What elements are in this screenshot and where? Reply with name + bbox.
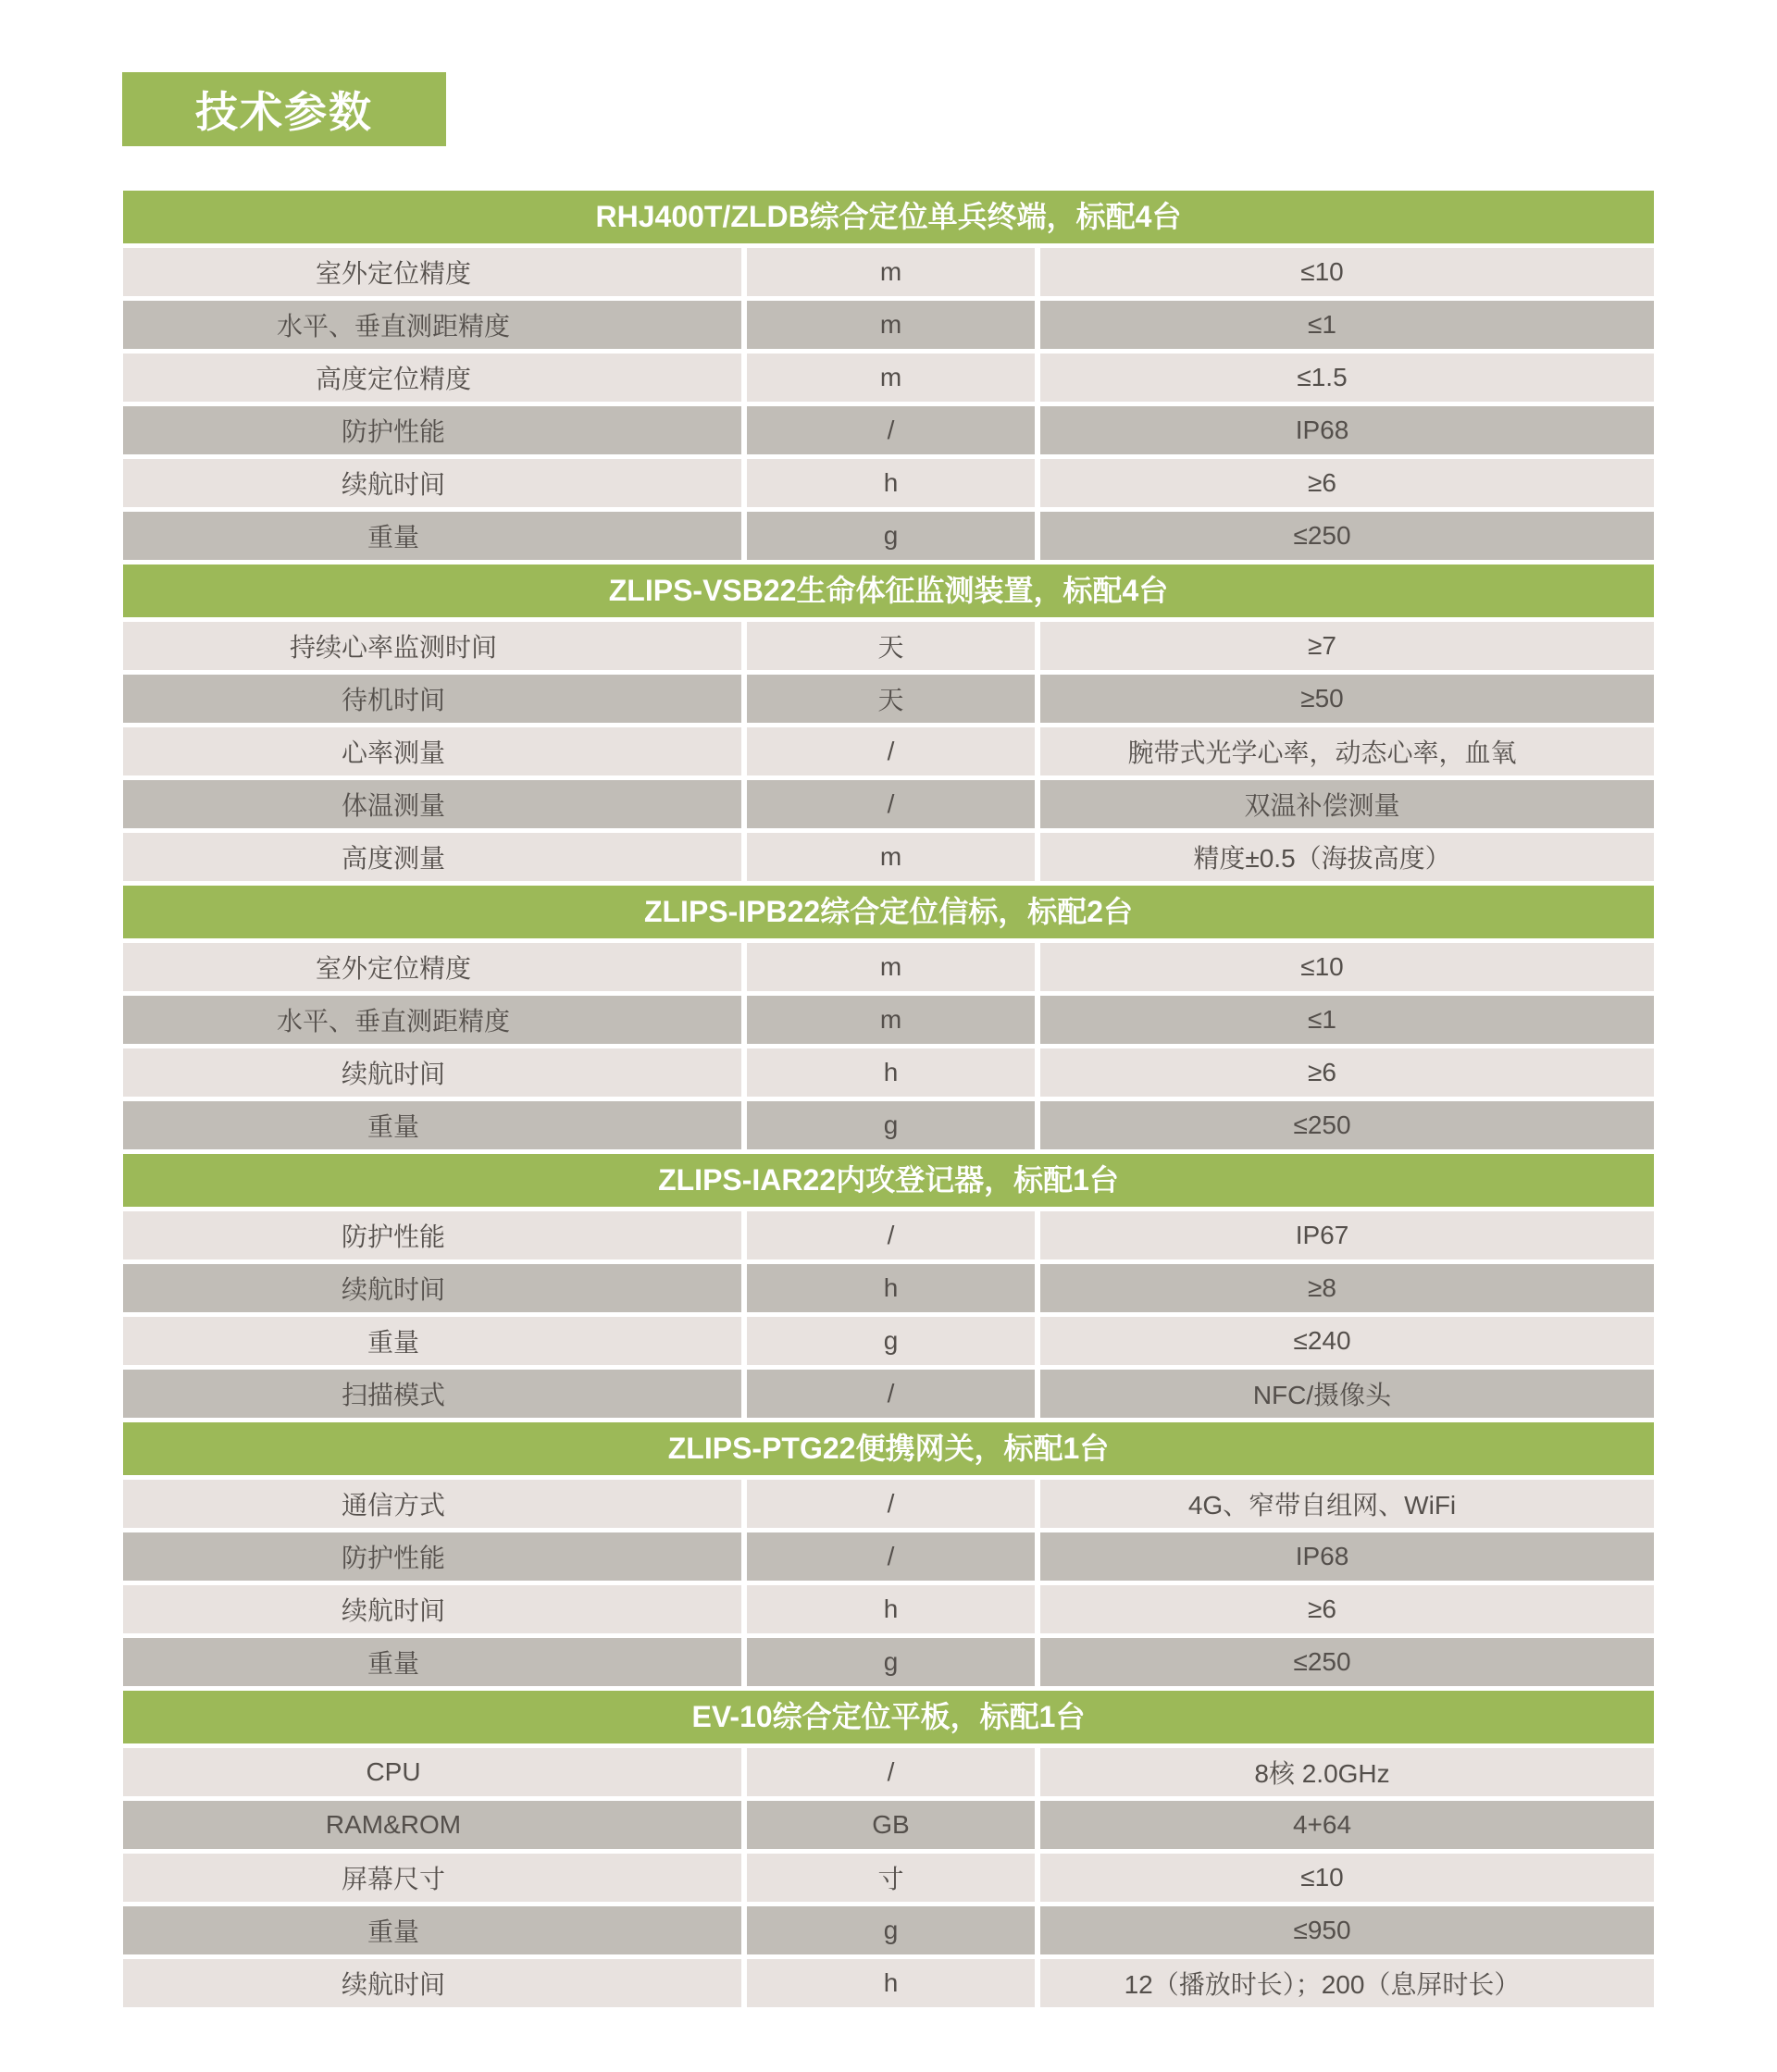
table-row: [123, 1801, 1654, 1849]
spec-value: ≤240: [1040, 1317, 1654, 1365]
spec-value: ≤10: [1040, 1854, 1654, 1902]
spec-value: ≤250: [1040, 512, 1654, 560]
spec-value: 4+64: [1040, 1801, 1654, 1849]
spec-label: 水平、垂直测距精度: [123, 996, 741, 1044]
spec-unit: h: [747, 1959, 1035, 2007]
section-header: ZLIPS-PTG22便携网关，标配1台: [123, 1422, 1654, 1475]
spec-unit: 天: [747, 622, 1035, 670]
spec-value: ≥6: [1040, 1048, 1654, 1097]
spec-label: 防护性能: [123, 406, 741, 454]
table-row: [123, 833, 1654, 881]
table-row: [123, 1959, 1654, 2007]
table-row: [123, 354, 1654, 402]
spec-unit: m: [747, 833, 1035, 881]
spec-value: NFC/摄像头: [1040, 1370, 1654, 1418]
spec-unit: /: [747, 780, 1035, 828]
table-row: [123, 1638, 1654, 1686]
spec-value: ≤10: [1040, 248, 1654, 296]
spec-unit: 天: [747, 675, 1035, 723]
spec-unit: m: [747, 996, 1035, 1044]
table-row: [123, 1101, 1654, 1149]
section-header: ZLIPS-IAR22内攻登记器，标配1台: [123, 1154, 1654, 1207]
spec-unit: h: [747, 459, 1035, 507]
spec-value: 腕带式光学心率，动态心率，血氧: [1040, 727, 1654, 775]
spec-value: ≤1: [1040, 996, 1654, 1044]
spec-unit: g: [747, 512, 1035, 560]
spec-label: 通信方式: [123, 1480, 741, 1528]
section-header: EV-10综合定位平板，标配1台: [123, 1691, 1654, 1743]
spec-label: 续航时间: [123, 1585, 741, 1633]
spec-value: ≤950: [1040, 1906, 1654, 1954]
spec-value: ≥50: [1040, 675, 1654, 723]
table-row: [123, 1264, 1654, 1312]
table-row: [123, 1370, 1654, 1418]
spec-value: ≤250: [1040, 1101, 1654, 1149]
spec-value: ≤1: [1040, 301, 1654, 349]
table-row: [123, 1211, 1654, 1259]
spec-value: IP67: [1040, 1211, 1654, 1259]
spec-value: ≥6: [1040, 1585, 1654, 1633]
spec-label: 高度定位精度: [123, 354, 741, 402]
table-row: [123, 780, 1654, 828]
spec-unit: 寸: [747, 1854, 1035, 1902]
spec-label: 重量: [123, 512, 741, 560]
spec-label: RAM&ROM: [123, 1801, 741, 1849]
spec-label: 待机时间: [123, 675, 741, 723]
spec-label: 室外定位精度: [123, 248, 741, 296]
spec-value: 4G、窄带自组网、WiFi: [1040, 1480, 1654, 1528]
table-row: [123, 1854, 1654, 1902]
spec-label: 重量: [123, 1317, 741, 1365]
page-title-box: [122, 72, 446, 146]
table-row: [123, 1480, 1654, 1528]
spec-unit: /: [747, 1370, 1035, 1418]
spec-unit: /: [747, 406, 1035, 454]
section-header: RHJ400T/ZLDB综合定位单兵终端，标配4台: [123, 191, 1654, 243]
table-row: [123, 1048, 1654, 1097]
spec-table: [123, 191, 1654, 2012]
spec-label: 高度测量: [123, 833, 741, 881]
section-header: ZLIPS-IPB22综合定位信标，标配2台: [123, 886, 1654, 938]
spec-unit: h: [747, 1048, 1035, 1097]
spec-label: 续航时间: [123, 1264, 741, 1312]
spec-value: 双温补偿测量: [1040, 780, 1654, 828]
spec-label: 续航时间: [123, 459, 741, 507]
spec-value: 8核 2.0GHz: [1040, 1748, 1654, 1796]
spec-value: IP68: [1040, 1532, 1654, 1581]
spec-unit: m: [747, 943, 1035, 991]
spec-value: ≥7: [1040, 622, 1654, 670]
table-row: [123, 622, 1654, 670]
spec-label: 防护性能: [123, 1532, 741, 1581]
spec-label: 心率测量: [123, 727, 741, 775]
table-row: [123, 248, 1654, 296]
spec-label: 重量: [123, 1906, 741, 1954]
table-row: [123, 675, 1654, 723]
spec-label: 续航时间: [123, 1048, 741, 1097]
spec-value: 12（播放时长）；200（息屏时长）: [1040, 1959, 1654, 2007]
spec-unit: m: [747, 354, 1035, 402]
spec-value: 精度±0.5（海拔高度）: [1040, 833, 1654, 881]
spec-label: 水平、垂直测距精度: [123, 301, 741, 349]
spec-value: ≤1.5: [1040, 354, 1654, 402]
spec-label: 防护性能: [123, 1211, 741, 1259]
spec-unit: /: [747, 1480, 1035, 1528]
spec-label: 体温测量: [123, 780, 741, 828]
table-row: [123, 727, 1654, 775]
spec-unit: /: [747, 1211, 1035, 1259]
table-row: [123, 459, 1654, 507]
spec-unit: /: [747, 727, 1035, 775]
spec-value: ≤10: [1040, 943, 1654, 991]
table-row: [123, 512, 1654, 560]
table-row: [123, 301, 1654, 349]
spec-label: 重量: [123, 1638, 741, 1686]
table-row: [123, 1317, 1654, 1365]
spec-unit: h: [747, 1264, 1035, 1312]
spec-value: ≤250: [1040, 1638, 1654, 1686]
table-row: [123, 1748, 1654, 1796]
spec-unit: GB: [747, 1801, 1035, 1849]
page-title: 技术参数: [195, 88, 373, 136]
spec-label: 重量: [123, 1101, 741, 1149]
spec-value: ≥6: [1040, 459, 1654, 507]
spec-label: 持续心率监测时间: [123, 622, 741, 670]
spec-unit: g: [747, 1638, 1035, 1686]
spec-label: 续航时间: [123, 1959, 741, 2007]
section-header: ZLIPS-VSB22生命体征监测装置，标配4台: [123, 565, 1654, 617]
spec-unit: g: [747, 1906, 1035, 1954]
spec-label: 室外定位精度: [123, 943, 741, 991]
table-row: [123, 943, 1654, 991]
table-row: [123, 406, 1654, 454]
table-row: [123, 1585, 1654, 1633]
spec-unit: /: [747, 1748, 1035, 1796]
spec-unit: m: [747, 248, 1035, 296]
spec-label: 屏幕尺寸: [123, 1854, 741, 1902]
spec-unit: m: [747, 301, 1035, 349]
table-row: [123, 1532, 1654, 1581]
spec-value: IP68: [1040, 406, 1654, 454]
table-row: [123, 996, 1654, 1044]
spec-unit: g: [747, 1101, 1035, 1149]
spec-unit: h: [747, 1585, 1035, 1633]
table-row: [123, 1906, 1654, 1954]
spec-value: ≥8: [1040, 1264, 1654, 1312]
spec-label: CPU: [123, 1748, 741, 1796]
spec-label: 扫描模式: [123, 1370, 741, 1418]
spec-unit: g: [747, 1317, 1035, 1365]
spec-unit: /: [747, 1532, 1035, 1581]
